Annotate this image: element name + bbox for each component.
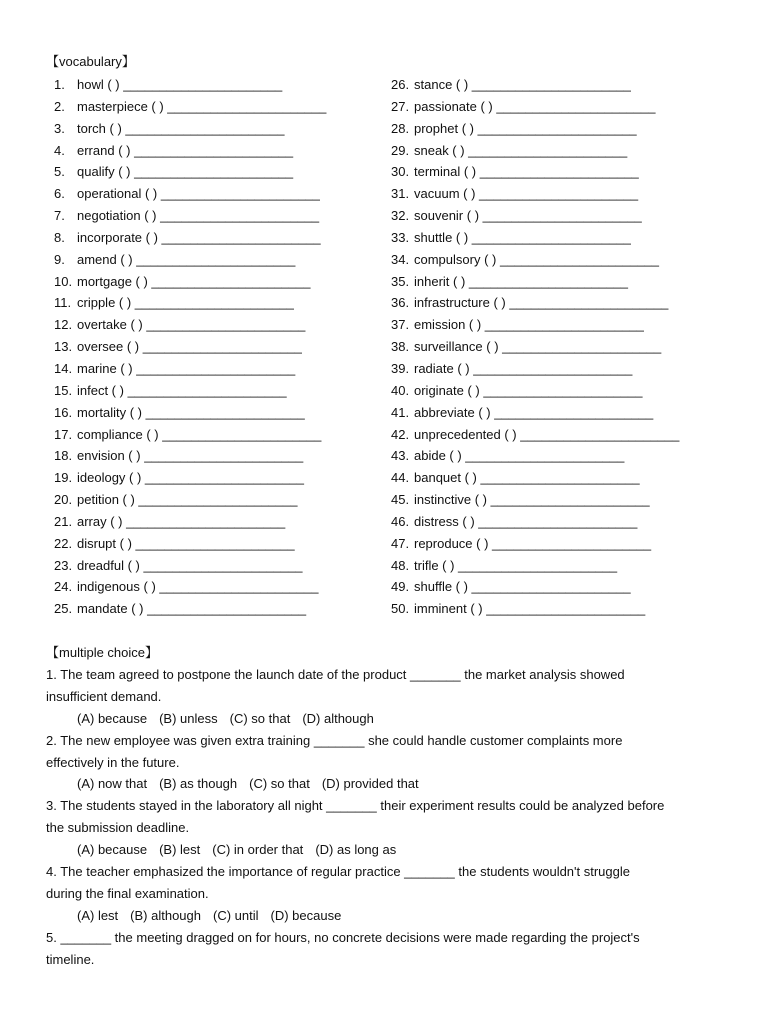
answer-option[interactable]: (A) because bbox=[77, 710, 148, 726]
vocab-word: dreadful ( ) ______________________ bbox=[77, 557, 303, 573]
vocab-word: compliance ( ) ______________________ bbox=[77, 426, 322, 442]
vocab-number: 1. bbox=[54, 77, 65, 92]
question-text: timeline. bbox=[46, 951, 95, 967]
vocab-item bbox=[391, 533, 721, 555]
vocab-word: trifle ( ) ______________________ bbox=[414, 557, 618, 573]
vocab-number: 44. bbox=[391, 470, 410, 486]
vocab-item bbox=[54, 161, 384, 183]
vocab-word: infrastructure ( ) ______________________ bbox=[414, 295, 669, 311]
vocab-word: torch ( ) ______________________ bbox=[77, 120, 285, 136]
vocab-item bbox=[54, 227, 384, 249]
vocab-item bbox=[391, 249, 721, 271]
vocab-number: 8. bbox=[54, 229, 65, 245]
vocab-item bbox=[54, 271, 384, 293]
answer-option[interactable]: (D) because bbox=[270, 907, 342, 923]
vocab-number: 26. bbox=[391, 77, 410, 92]
vocab-word: errand ( ) ______________________ bbox=[77, 142, 294, 158]
vocab-item bbox=[54, 402, 384, 424]
vocab-item bbox=[54, 489, 384, 511]
vocab-number: 18. bbox=[54, 448, 73, 464]
vocab-number: 35. bbox=[391, 273, 410, 289]
answer-option[interactable]: (A) because bbox=[77, 842, 148, 858]
vocab-number: 39. bbox=[391, 360, 410, 376]
vocab-item bbox=[54, 555, 384, 577]
vocab-item bbox=[391, 336, 721, 358]
vocab-item bbox=[391, 74, 721, 96]
vocab-number: 42. bbox=[391, 426, 410, 442]
vocab-number: 7. bbox=[54, 208, 65, 224]
vocab-number: 14. bbox=[54, 360, 73, 376]
vocab-number: 21. bbox=[54, 513, 73, 529]
question-text: 4. The teacher emphasized the importance of regular practice _______ the students wouldn't struggle bbox=[46, 864, 630, 880]
vocab-number: 29. bbox=[391, 142, 410, 158]
answer-option[interactable]: (A) lest bbox=[77, 907, 119, 923]
vocab-number: 15. bbox=[54, 382, 73, 398]
answer-option[interactable]: (D) although bbox=[302, 710, 374, 726]
vocab-item bbox=[391, 292, 721, 314]
vocab-item bbox=[391, 555, 721, 577]
vocab-item bbox=[391, 205, 721, 227]
vocab-item bbox=[54, 598, 384, 620]
vocab-number: 22. bbox=[54, 535, 73, 551]
vocab-number: 48. bbox=[391, 557, 410, 573]
vocab-item bbox=[54, 118, 384, 140]
vocab-word: distress ( ) ______________________ bbox=[414, 513, 638, 529]
vocab-word: amend ( ) ______________________ bbox=[77, 251, 296, 267]
vocab-word: compulsory ( ) ______________________ bbox=[414, 251, 660, 267]
vocab-word: shuttle ( ) ______________________ bbox=[414, 229, 631, 245]
vocab-number: 17. bbox=[54, 426, 73, 442]
question-item bbox=[46, 861, 726, 927]
vocab-word: array ( ) ______________________ bbox=[77, 513, 286, 529]
question-item bbox=[46, 795, 726, 861]
vocab-word: mandate ( ) ______________________ bbox=[77, 601, 307, 617]
vocab-number: 20. bbox=[54, 492, 73, 508]
vocab-word: reproduce ( ) ______________________ bbox=[414, 535, 652, 551]
answer-option[interactable]: (A) now that bbox=[77, 776, 148, 792]
answer-option[interactable]: (C) so that bbox=[229, 710, 291, 726]
question-text: effectively in the future. bbox=[46, 754, 180, 770]
vocab-number: 23. bbox=[54, 557, 73, 573]
vocab-word: qualify ( ) ______________________ bbox=[77, 164, 294, 180]
answer-option[interactable]: (B) lest bbox=[159, 842, 201, 858]
vocab-item bbox=[54, 445, 384, 467]
question-text: 1. The team agreed to postpone the launch date of the product _______ the market analysis showed bbox=[46, 667, 625, 682]
vocab-number: 47. bbox=[391, 535, 410, 551]
vocab-item bbox=[391, 576, 721, 598]
vocab-word: cripple ( ) ______________________ bbox=[77, 295, 294, 311]
vocab-item bbox=[54, 96, 384, 118]
vocab-word: petition ( ) ______________________ bbox=[77, 492, 298, 508]
vocabulary-list-right bbox=[391, 74, 721, 620]
vocab-word: unprecedented ( ) ______________________ bbox=[414, 426, 680, 442]
vocab-item bbox=[391, 598, 721, 620]
answer-options bbox=[46, 773, 726, 795]
vocab-item bbox=[391, 271, 721, 293]
vocab-number: 36. bbox=[391, 295, 410, 311]
vocab-item bbox=[391, 358, 721, 380]
vocab-item bbox=[391, 183, 721, 205]
vocab-word: surveillance ( ) ______________________ bbox=[414, 339, 662, 355]
vocab-word: inherit ( ) ______________________ bbox=[414, 273, 628, 289]
vocab-word: incorporate ( ) ______________________ bbox=[77, 229, 321, 245]
vocab-word: instinctive ( ) ______________________ bbox=[414, 492, 650, 508]
question-text: the submission deadline. bbox=[46, 820, 190, 836]
answer-option[interactable]: (B) unless bbox=[159, 710, 218, 726]
vocab-item bbox=[54, 576, 384, 598]
vocab-item bbox=[54, 74, 384, 96]
question-item bbox=[46, 927, 726, 971]
vocab-number: 50. bbox=[391, 601, 410, 617]
vocab-number: 11. bbox=[54, 295, 72, 311]
vocab-word: stance ( ) ______________________ bbox=[414, 77, 631, 92]
vocab-word: howl ( ) ______________________ bbox=[77, 77, 283, 92]
vocab-number: 4. bbox=[54, 142, 65, 158]
vocab-word: oversee ( ) ______________________ bbox=[77, 339, 302, 355]
question-item bbox=[46, 664, 726, 730]
answer-options bbox=[46, 839, 726, 861]
vocab-word: ideology ( ) ______________________ bbox=[77, 470, 304, 486]
vocab-item bbox=[54, 467, 384, 489]
question-text: 3. The students stayed in the laboratory all night _______ their experiment results could be analyzed before bbox=[46, 798, 665, 814]
vocab-word: abide ( ) ______________________ bbox=[414, 448, 625, 464]
vocab-number: 37. bbox=[391, 317, 410, 333]
vocab-number: 33. bbox=[391, 229, 410, 245]
vocab-number: 6. bbox=[54, 186, 65, 202]
vocab-item bbox=[54, 511, 384, 533]
vocab-word: indigenous ( ) ______________________ bbox=[77, 579, 319, 595]
vocab-number: 12. bbox=[54, 317, 73, 333]
answer-option[interactable]: (B) although bbox=[130, 907, 201, 923]
vocab-word: banquet ( ) ______________________ bbox=[414, 470, 640, 486]
vocabulary-header-label: vocabulary bbox=[59, 54, 122, 69]
question-text: 2. The new employee was given extra training _______ she could handle customer complaints more bbox=[46, 732, 623, 748]
vocab-number: 27. bbox=[391, 98, 410, 114]
vocab-word: terminal ( ) ______________________ bbox=[414, 164, 639, 180]
multiple-choice-header bbox=[46, 643, 158, 663]
vocab-number: 9. bbox=[54, 251, 65, 267]
answer-options bbox=[46, 905, 726, 927]
vocab-item bbox=[54, 533, 384, 555]
vocab-item bbox=[391, 161, 721, 183]
vocab-word: mortality ( ) ______________________ bbox=[77, 404, 305, 420]
vocab-item bbox=[391, 402, 721, 424]
vocab-word: overtake ( ) ______________________ bbox=[77, 317, 306, 333]
vocabulary-header bbox=[46, 52, 135, 72]
vocab-number: 16. bbox=[54, 404, 73, 420]
vocab-number: 2. bbox=[54, 98, 65, 114]
vocab-number: 45. bbox=[391, 492, 410, 508]
multiple-choice-header-label: multiple choice bbox=[59, 645, 146, 660]
answer-option[interactable]: (C) until bbox=[213, 907, 259, 923]
bracket-close: 】 bbox=[121, 54, 135, 69]
vocab-number: 3. bbox=[54, 120, 65, 136]
vocab-word: emission ( ) ______________________ bbox=[414, 317, 644, 333]
vocab-item bbox=[391, 467, 721, 489]
vocab-word: passionate ( ) ______________________ bbox=[414, 98, 656, 114]
vocab-number: 31. bbox=[391, 186, 410, 202]
answer-options bbox=[46, 708, 726, 730]
vocab-number: 46. bbox=[391, 513, 410, 529]
vocab-number: 25. bbox=[54, 601, 73, 617]
vocab-item bbox=[54, 424, 384, 446]
bracket-close: 】 bbox=[145, 645, 159, 660]
vocab-item bbox=[391, 314, 721, 336]
vocab-word: originate ( ) ______________________ bbox=[414, 382, 643, 398]
question-text: during the final examination. bbox=[46, 885, 209, 901]
vocab-word: vacuum ( ) ______________________ bbox=[414, 186, 639, 202]
vocab-number: 30. bbox=[391, 164, 410, 180]
vocab-item bbox=[54, 336, 384, 358]
vocab-item bbox=[391, 227, 721, 249]
question-item bbox=[46, 730, 726, 796]
answer-option[interactable]: (C) in order that bbox=[212, 842, 304, 858]
vocab-word: envision ( ) ______________________ bbox=[77, 448, 304, 464]
vocab-item bbox=[54, 380, 384, 402]
vocab-word: mortgage ( ) ______________________ bbox=[77, 273, 311, 289]
vocab-item bbox=[54, 205, 384, 227]
vocab-item bbox=[391, 511, 721, 533]
vocab-number: 28. bbox=[391, 120, 410, 136]
vocab-item bbox=[391, 118, 721, 140]
vocab-word: negotiation ( ) ______________________ bbox=[77, 208, 320, 224]
vocab-number: 43. bbox=[391, 448, 410, 464]
vocabulary-list-left bbox=[54, 74, 384, 620]
answer-option[interactable]: (D) provided that bbox=[321, 776, 419, 792]
vocab-number: 10. bbox=[54, 273, 73, 289]
question-text: insufficient demand. bbox=[46, 688, 162, 704]
vocab-number: 13. bbox=[54, 339, 73, 355]
vocab-number: 40. bbox=[391, 382, 410, 398]
bracket-open: 【 bbox=[46, 645, 60, 660]
vocab-word: disrupt ( ) ______________________ bbox=[77, 535, 295, 551]
vocab-item bbox=[391, 489, 721, 511]
vocab-item bbox=[391, 380, 721, 402]
vocab-number: 32. bbox=[391, 208, 410, 224]
answer-option[interactable]: (B) as though bbox=[159, 776, 238, 792]
vocab-word: abbreviate ( ) ______________________ bbox=[414, 404, 654, 420]
vocab-word: infect ( ) ______________________ bbox=[77, 382, 287, 398]
vocab-word: masterpiece ( ) ______________________ bbox=[77, 98, 327, 114]
vocab-word: marine ( ) ______________________ bbox=[77, 360, 296, 376]
vocab-word: operational ( ) ______________________ bbox=[77, 186, 320, 202]
answer-option[interactable]: (C) so that bbox=[249, 776, 310, 792]
vocab-item bbox=[54, 358, 384, 380]
vocab-item bbox=[54, 183, 384, 205]
vocab-item bbox=[391, 424, 721, 446]
vocab-word: prophet ( ) ______________________ bbox=[414, 120, 637, 136]
vocab-number: 38. bbox=[391, 339, 410, 355]
vocab-number: 34. bbox=[391, 251, 410, 267]
vocab-number: 49. bbox=[391, 579, 410, 595]
vocab-number: 19. bbox=[54, 470, 73, 486]
answer-option[interactable]: (D) as long as bbox=[315, 842, 397, 858]
vocab-number: 5. bbox=[54, 164, 65, 180]
vocab-item bbox=[54, 140, 384, 162]
vocab-number: 24. bbox=[54, 579, 73, 595]
vocab-word: radiate ( ) ______________________ bbox=[414, 360, 633, 376]
vocab-item bbox=[391, 96, 721, 118]
question-text: 5. _______ the meeting dragged on for hours, no concrete decisions were made regarding the project's bbox=[46, 929, 640, 945]
vocab-item bbox=[54, 292, 384, 314]
vocab-word: sneak ( ) ______________________ bbox=[414, 142, 628, 158]
vocab-item bbox=[391, 140, 721, 162]
vocab-word: souvenir ( ) ______________________ bbox=[414, 208, 642, 224]
multiple-choice-list bbox=[46, 664, 726, 970]
vocab-item bbox=[54, 249, 384, 271]
vocab-number: 41. bbox=[391, 404, 410, 420]
bracket-open: 【 bbox=[46, 54, 60, 69]
vocab-item bbox=[54, 314, 384, 336]
vocab-item bbox=[391, 445, 721, 467]
vocab-word: imminent ( ) ______________________ bbox=[414, 601, 646, 617]
vocab-word: shuffle ( ) ______________________ bbox=[414, 579, 631, 595]
